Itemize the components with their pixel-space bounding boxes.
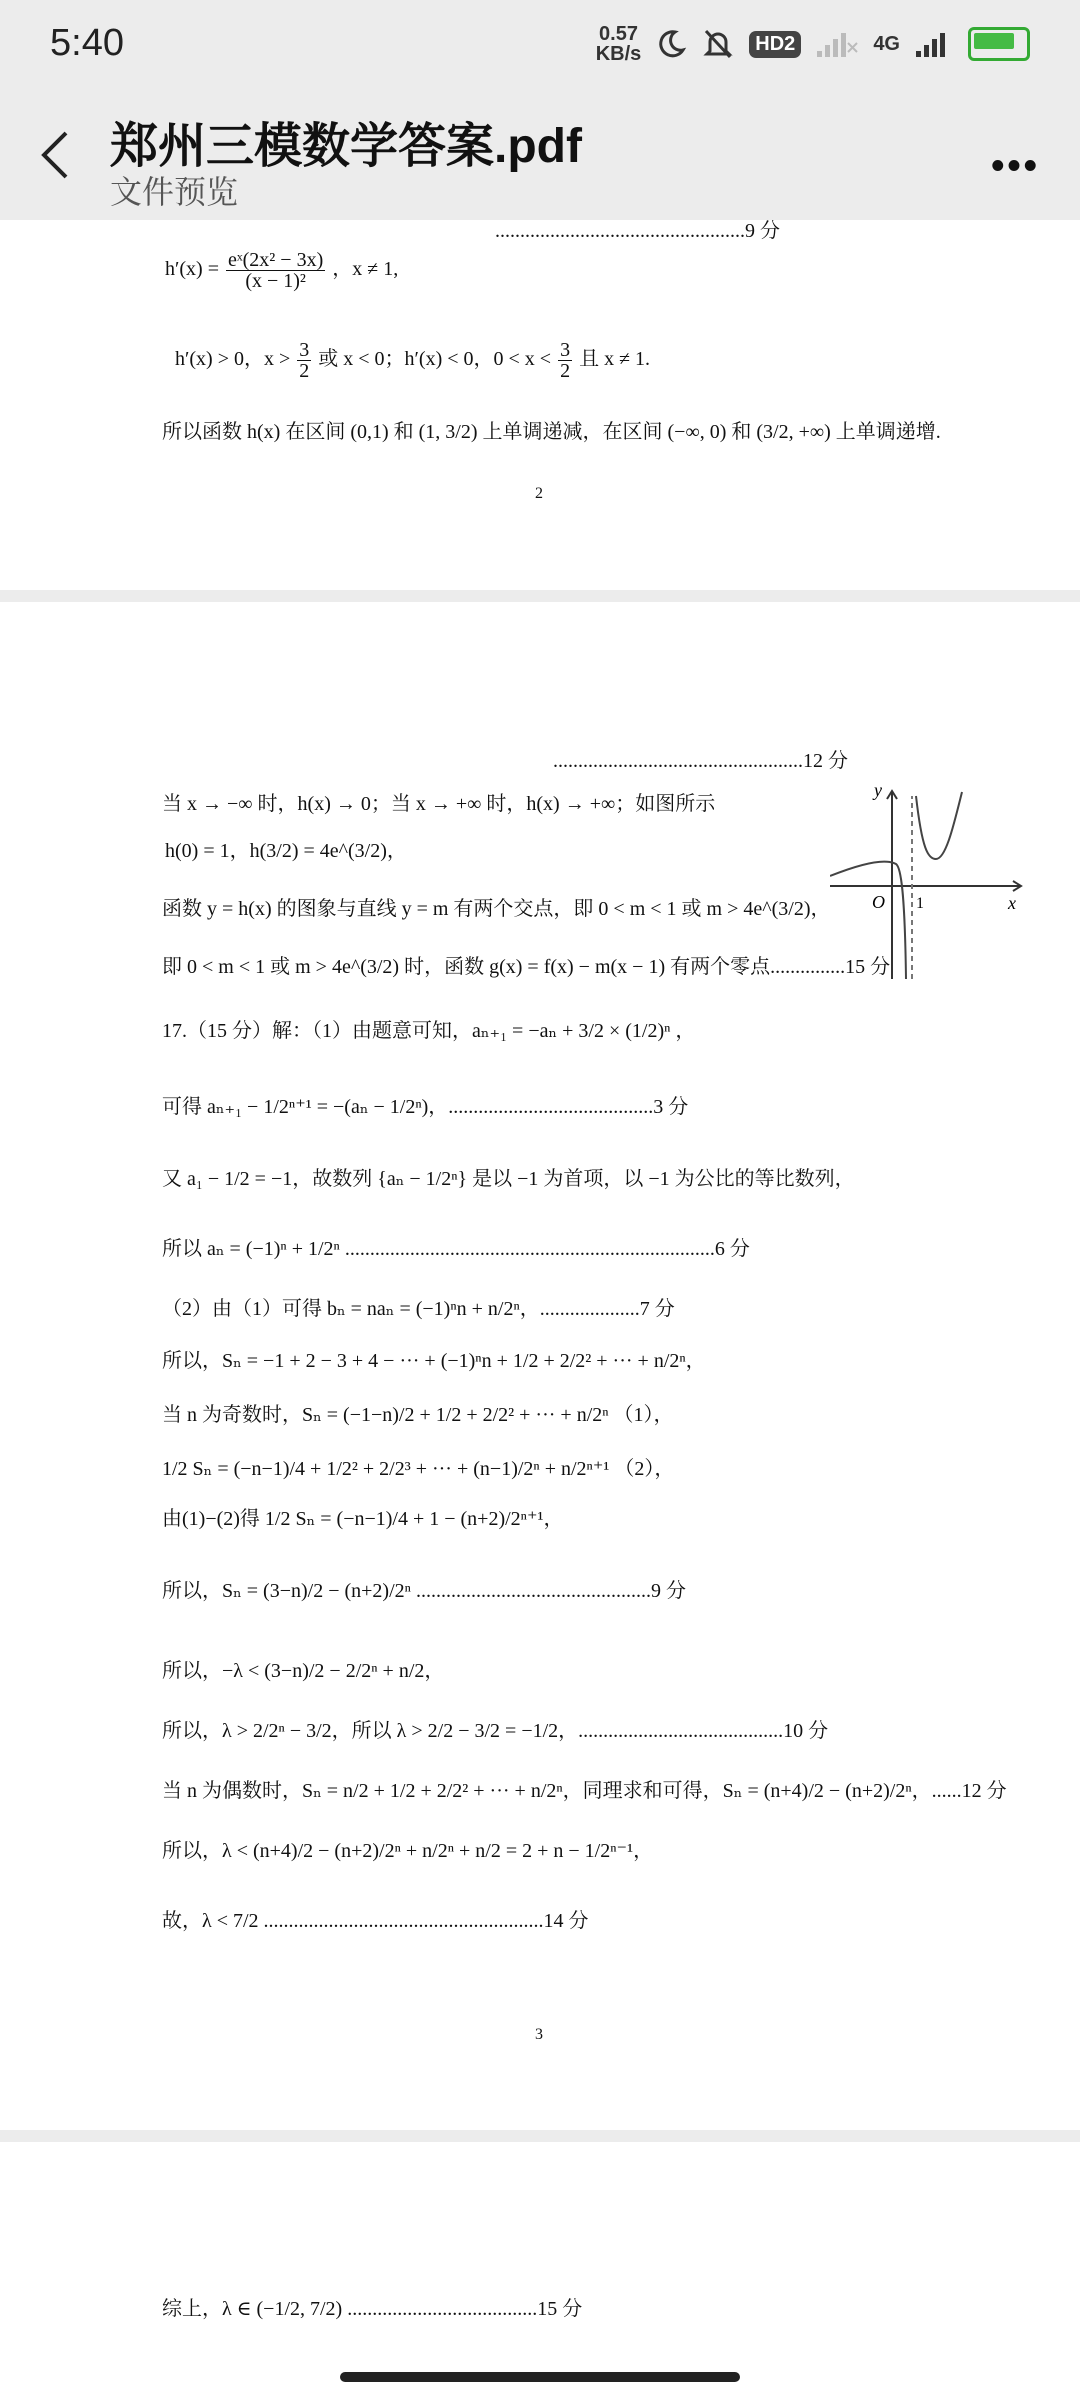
status-icons [596, 24, 1030, 64]
page-number: 3 [535, 2026, 543, 2043]
text-line: 所以函数 h(x) 在区间 (0,1) 和 (1, 3/2) 上单调递减，在区间 (−∞, 0) 和 (3/2, +∞) 上单调递增. [162, 421, 941, 443]
file-title: 郑州三模数学答案.pdf [110, 120, 582, 173]
pdf-page-4 [0, 2142, 1080, 2400]
text-line: 函数 y = h(x) 的图象与直线 y = m 有两个交点，即 0 < m < 1 或 m > 4e^(3/2)， [162, 898, 831, 920]
pdf-page-3 [0, 602, 1080, 2130]
fraction [297, 340, 311, 381]
formula-part: 或 x < 0；h′(x) < 0，0 < x < [318, 348, 552, 371]
text-line: 所以，Sₙ = −1 + 2 − 3 + 4 − ··· + (−1)ⁿn + 1/2 + 2/2² + ··· + n/2ⁿ， [162, 1350, 706, 1372]
curve-right [916, 792, 962, 859]
curve-left [830, 862, 906, 979]
page-number: 2 [535, 485, 543, 502]
file-subtitle: 文件预览 [110, 174, 239, 210]
text-line: 当 x → −∞ 时，h(x) → 0；当 x → +∞ 时，h(x) → +∞；如图所示 [162, 793, 716, 815]
numerator: eˣ(2x² − 3x) [227, 249, 324, 271]
text-line: 所以 aₙ = (−1)ⁿ + 1/2ⁿ ..........................................................................6 分 [162, 1238, 750, 1260]
denominator: 2 [560, 360, 571, 382]
app-header [0, 95, 1080, 220]
formula-line [175, 340, 650, 381]
speed-unit: KB/s [595, 43, 642, 65]
back-arrow-icon[interactable] [28, 125, 88, 185]
text-line: ..................................................9 分 [495, 220, 780, 242]
x-axis-label: x [1008, 893, 1016, 913]
moon-icon [655, 28, 687, 60]
home-indicator[interactable] [340, 2372, 740, 2382]
formula-part: 且 x ≠ 1. [579, 348, 651, 371]
more-options-icon[interactable]: ••• [991, 145, 1040, 187]
network-speed [596, 24, 642, 64]
status-time: 5:40 [50, 22, 124, 64]
function-graph [830, 784, 1030, 984]
text-line: 所以，λ > 2/2ⁿ − 3/2，所以 λ > 2/2 − 3/2 = −1/2，.........................................10 分 [162, 1720, 829, 1742]
numerator: 3 [299, 339, 310, 361]
text-line: 当 n 为奇数时，Sₙ = (−1−n)/2 + 1/2 + 2/2² + ··· + n/2ⁿ （1）， [162, 1404, 674, 1426]
text-line: 又 a₁ − 1/2 = −1，故数列 {aₙ − 1/2ⁿ} 是以 −1 为首项，以 −1 为公比的等比数列， [162, 1168, 855, 1190]
tick-label: 1 [916, 895, 924, 912]
text-line: 所以，λ < (n+4)/2 − (n+2)/2ⁿ + n/2ⁿ + n/2 = 2 + n − 1/2ⁿ⁻¹， [162, 1840, 654, 1862]
bell-muted-icon [701, 27, 735, 61]
fraction [558, 340, 572, 381]
hd-badge: HD2 [749, 31, 801, 58]
text-line: 可得 aₙ₊₁ − 1/2ⁿ⁺¹ = −(aₙ − 1/2ⁿ)，.........................................3 分 [162, 1096, 689, 1118]
signal-strong-icon [914, 29, 954, 59]
battery-icon [968, 27, 1030, 61]
pdf-page-2 [0, 220, 1080, 590]
signal-weak-icon [815, 29, 859, 59]
text-line: 当 n 为偶数时，Sₙ = n/2 + 1/2 + 2/2² + ··· + n/2ⁿ，同理求和可得，Sₙ = (n+4)/2 − (n+2)/2ⁿ，......12 分 [162, 1780, 1007, 1802]
y-axis-label: y [874, 784, 882, 800]
denominator: 2 [299, 360, 310, 382]
text-line: 故，λ < 7/2 ........................................................14 分 [162, 1910, 589, 1932]
text-line: （2）由（1）可得 bₙ = naₙ = (−1)ⁿn + n/2ⁿ，....................7 分 [162, 1298, 675, 1320]
text-line: 综上，λ ∈ (−1/2, 7/2) ......................................15 分 [162, 2298, 583, 2320]
text-line: ..................................................12 分 [553, 750, 848, 772]
text-line: h(0) = 1，h(3/2) = 4e^(3/2)， [165, 840, 407, 862]
formula-part: h′(x) = [165, 258, 219, 281]
formula-part: ，x ≠ 1, [332, 258, 399, 281]
origin-label: O [872, 892, 885, 912]
text-line: 所以，−λ < (3−n)/2 − 2/2ⁿ + n/2， [162, 1660, 445, 1682]
formula-line [165, 250, 398, 291]
formula-part: h′(x) > 0，x > [175, 348, 291, 371]
text-line: 由(1)−(2)得 1/2 Sₙ = (−n−1)/4 + 1 − (n+2)/2ⁿ⁺¹， [162, 1508, 564, 1530]
text-line: 17.（15 分）解：（1）由题意可知，aₙ₊₁ = −aₙ + 3/2 × (1/2)ⁿ ， [162, 1020, 696, 1042]
text-line: 所以，Sₙ = (3−n)/2 − (n+2)/2ⁿ ...............................................9 分 [162, 1580, 686, 1602]
numerator: 3 [560, 339, 571, 361]
network-type: 4G [873, 32, 900, 55]
fraction [226, 250, 325, 291]
text-line: 即 0 < m < 1 或 m > 4e^(3/2) 时，函数 g(x) = f(x) − m(x − 1) 有两个零点...............15 分 [162, 956, 891, 978]
text-line: 1/2 Sₙ = (−n−1)/4 + 1/2² + 2/2³ + ··· + (n−1)/2ⁿ + n/2ⁿ⁺¹ （2）， [162, 1458, 675, 1480]
denominator: (x − 1)² [245, 270, 306, 292]
speed-value: 0.57 [599, 23, 638, 45]
status-bar [0, 0, 1080, 95]
